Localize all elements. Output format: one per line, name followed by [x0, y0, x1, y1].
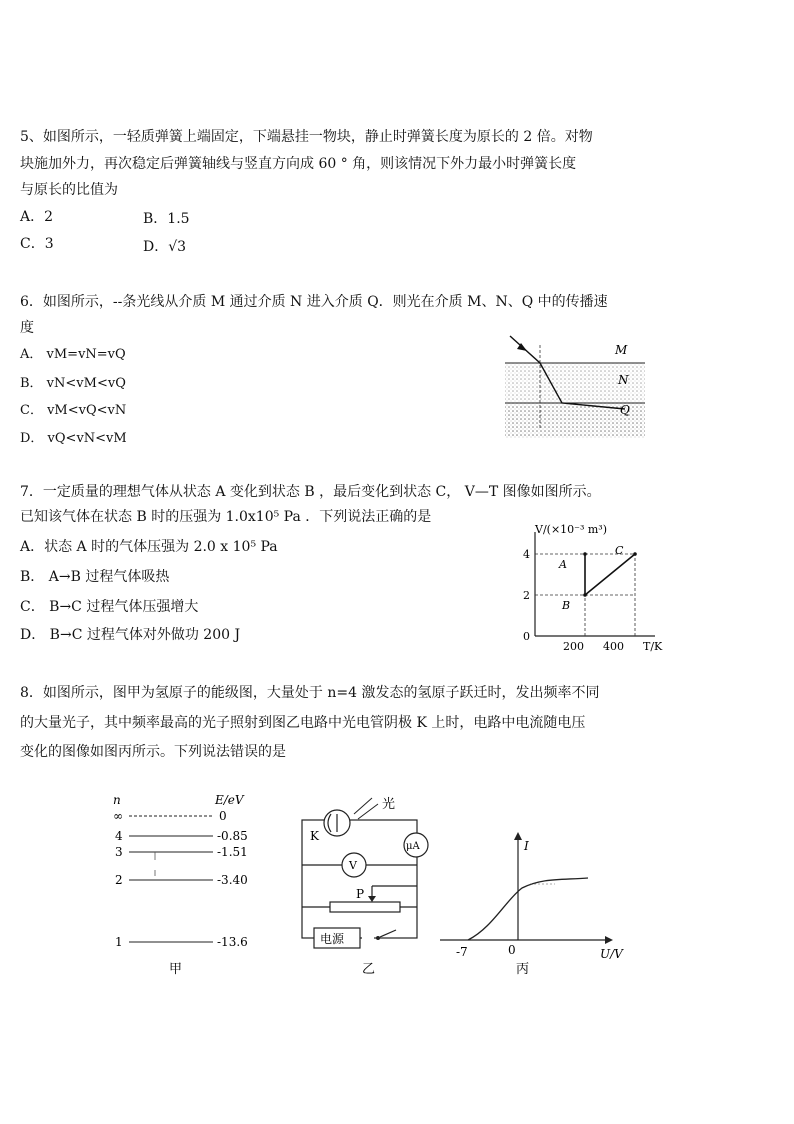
tick-neg7: -7 — [456, 945, 468, 959]
vt-x-axis-label: T/K — [643, 640, 663, 653]
level-2-energy: -3.40 — [217, 873, 248, 887]
q7-option-a: A．状态 A 时的气体压强为 2.0 x 10⁵ Pa — [20, 539, 278, 555]
vt-tick-origin: 0 — [523, 630, 530, 643]
caption-jia: 甲 — [169, 962, 183, 977]
q6-refraction-figure — [500, 330, 650, 440]
q5-stem-line1: 5、如图所示，一轻质弹簧上端固定，下端悬挂一物块，静止时弹簧长度为原长的 2 倍。对物 — [20, 129, 593, 145]
caption-yi: 乙 — [362, 962, 376, 977]
q5-option-a: A．2 — [20, 209, 54, 225]
rheostat-icon — [330, 902, 400, 912]
q7-option-b: B． A→B 过程气体吸热 — [20, 569, 170, 585]
vt-y-axis-label: V/(×10⁻³ m³) — [535, 523, 607, 536]
q6-stem-line2: 度 — [20, 320, 34, 336]
vt-point-label-c: C — [615, 544, 624, 557]
vt-tick-x-200: 200 — [563, 640, 584, 653]
level-inf-energy: 0 — [219, 809, 227, 823]
level-1-n: 1 — [115, 935, 123, 949]
q8-stem-line1: 8．如图所示，图甲为氢原子的能级图，大量处于 n=4 激发态的氢原子跃迁时，发出频率不同 — [20, 685, 600, 701]
vt-tick-x-400: 400 — [603, 640, 624, 653]
label-q: Q — [620, 403, 630, 417]
q6-option-b: B． vN<vM<vQ — [20, 376, 126, 391]
n-axis-label: n — [113, 793, 121, 807]
power-source-label: 电源 — [320, 932, 345, 946]
level-1-energy: -13.6 — [217, 935, 248, 949]
level-3-n: 3 — [115, 845, 123, 859]
level-4-energy: -0.85 — [217, 829, 248, 843]
u-axis-arrow-icon — [605, 936, 613, 944]
switch-icon — [376, 936, 380, 940]
vt-tick-y-4: 4 — [523, 548, 530, 561]
slider-arrow-icon — [368, 896, 376, 902]
vt-point-label-a: A — [559, 558, 567, 571]
switch-gap — [362, 934, 374, 942]
i-axis-arrow-icon — [514, 832, 522, 840]
cathode-label: K — [310, 829, 319, 843]
energy-level-diagram — [105, 790, 275, 980]
q6-option-a: A． vM=vN=vQ — [20, 347, 126, 362]
q5-option-d: D．√3 — [143, 239, 187, 255]
light-label: 光 — [382, 797, 396, 812]
iu-curve — [468, 878, 588, 940]
q5-stem-line2: 块施加外力，再次稳定后弹簧轴线与竖直方向成 60 ° 角，则该情况下外力最小时弹簧长度 — [20, 156, 577, 172]
q6-stem-line1: 6．如图所示，--条光线从介质 M 通过介质 N 进入介质 Q．则光在介质 M、N、Q 中的传播速 — [20, 294, 608, 310]
microammeter-label: μA — [406, 841, 420, 852]
switch-lever — [380, 930, 396, 937]
vt-point-label-b: B — [562, 599, 571, 612]
energy-axis-label: E/eV — [215, 793, 244, 807]
level-4-n: 4 — [115, 829, 123, 843]
i-axis-label: I — [524, 839, 529, 853]
q7-stem-line1: 7．一定质量的理想气体从状态 A 变化到状态 B ，最后变化到状态 C， V—T 图像如图所示。 — [20, 484, 601, 500]
vt-process-segment-2 — [585, 554, 635, 595]
q7-option-c: C． B→C 过程气体压强增大 — [20, 599, 199, 615]
q8-stem-line2: 的大量光子，其中频率最高的光子照射到图乙电路中光电管阴极 K 上时，电路中电流随电压 — [20, 715, 586, 731]
level-3-energy: -1.51 — [217, 845, 248, 859]
u-axis-label: U/V — [600, 947, 623, 961]
vt-tick-y-2: 2 — [523, 589, 530, 602]
q5-option-b: B．1.5 — [143, 211, 190, 227]
q5-option-c: C．3 — [20, 236, 54, 252]
level-inf-label: ∞ — [113, 809, 123, 823]
light-ray-icon — [354, 798, 372, 814]
q7-option-d: D． B→C 过程气体对外做功 200 J — [20, 627, 241, 643]
vt-point-a — [583, 552, 587, 556]
vt-chart — [515, 518, 675, 658]
vt-point-c — [633, 552, 637, 556]
q6-option-c: C． vM<vQ<vN — [20, 403, 127, 418]
q6-option-d: D． vQ<vN<vM — [20, 431, 127, 446]
light-ray-icon — [358, 804, 378, 819]
circuit-outline — [302, 820, 417, 938]
photoelectric-circuit — [292, 790, 442, 980]
vt-point-b — [583, 593, 587, 597]
caption-bing: 丙 — [516, 962, 530, 977]
q8-stem-line3: 变化的图像如图丙所示。下列说法错误的是 — [20, 744, 286, 760]
tick-zero: 0 — [508, 943, 516, 957]
q7-stem-line2: 已知该气体在状态 B 时的压强为 1.0x10⁵ Pa ．下列说法正确的是 — [20, 509, 432, 525]
voltmeter-label: V — [349, 859, 357, 872]
label-m: M — [615, 343, 628, 357]
label-n: N — [618, 373, 629, 387]
q5-stem-line3: 与原长的比值为 — [20, 182, 118, 198]
level-2-n: 2 — [115, 873, 123, 887]
iu-graph — [430, 828, 630, 978]
slider-label: P — [356, 887, 365, 901]
